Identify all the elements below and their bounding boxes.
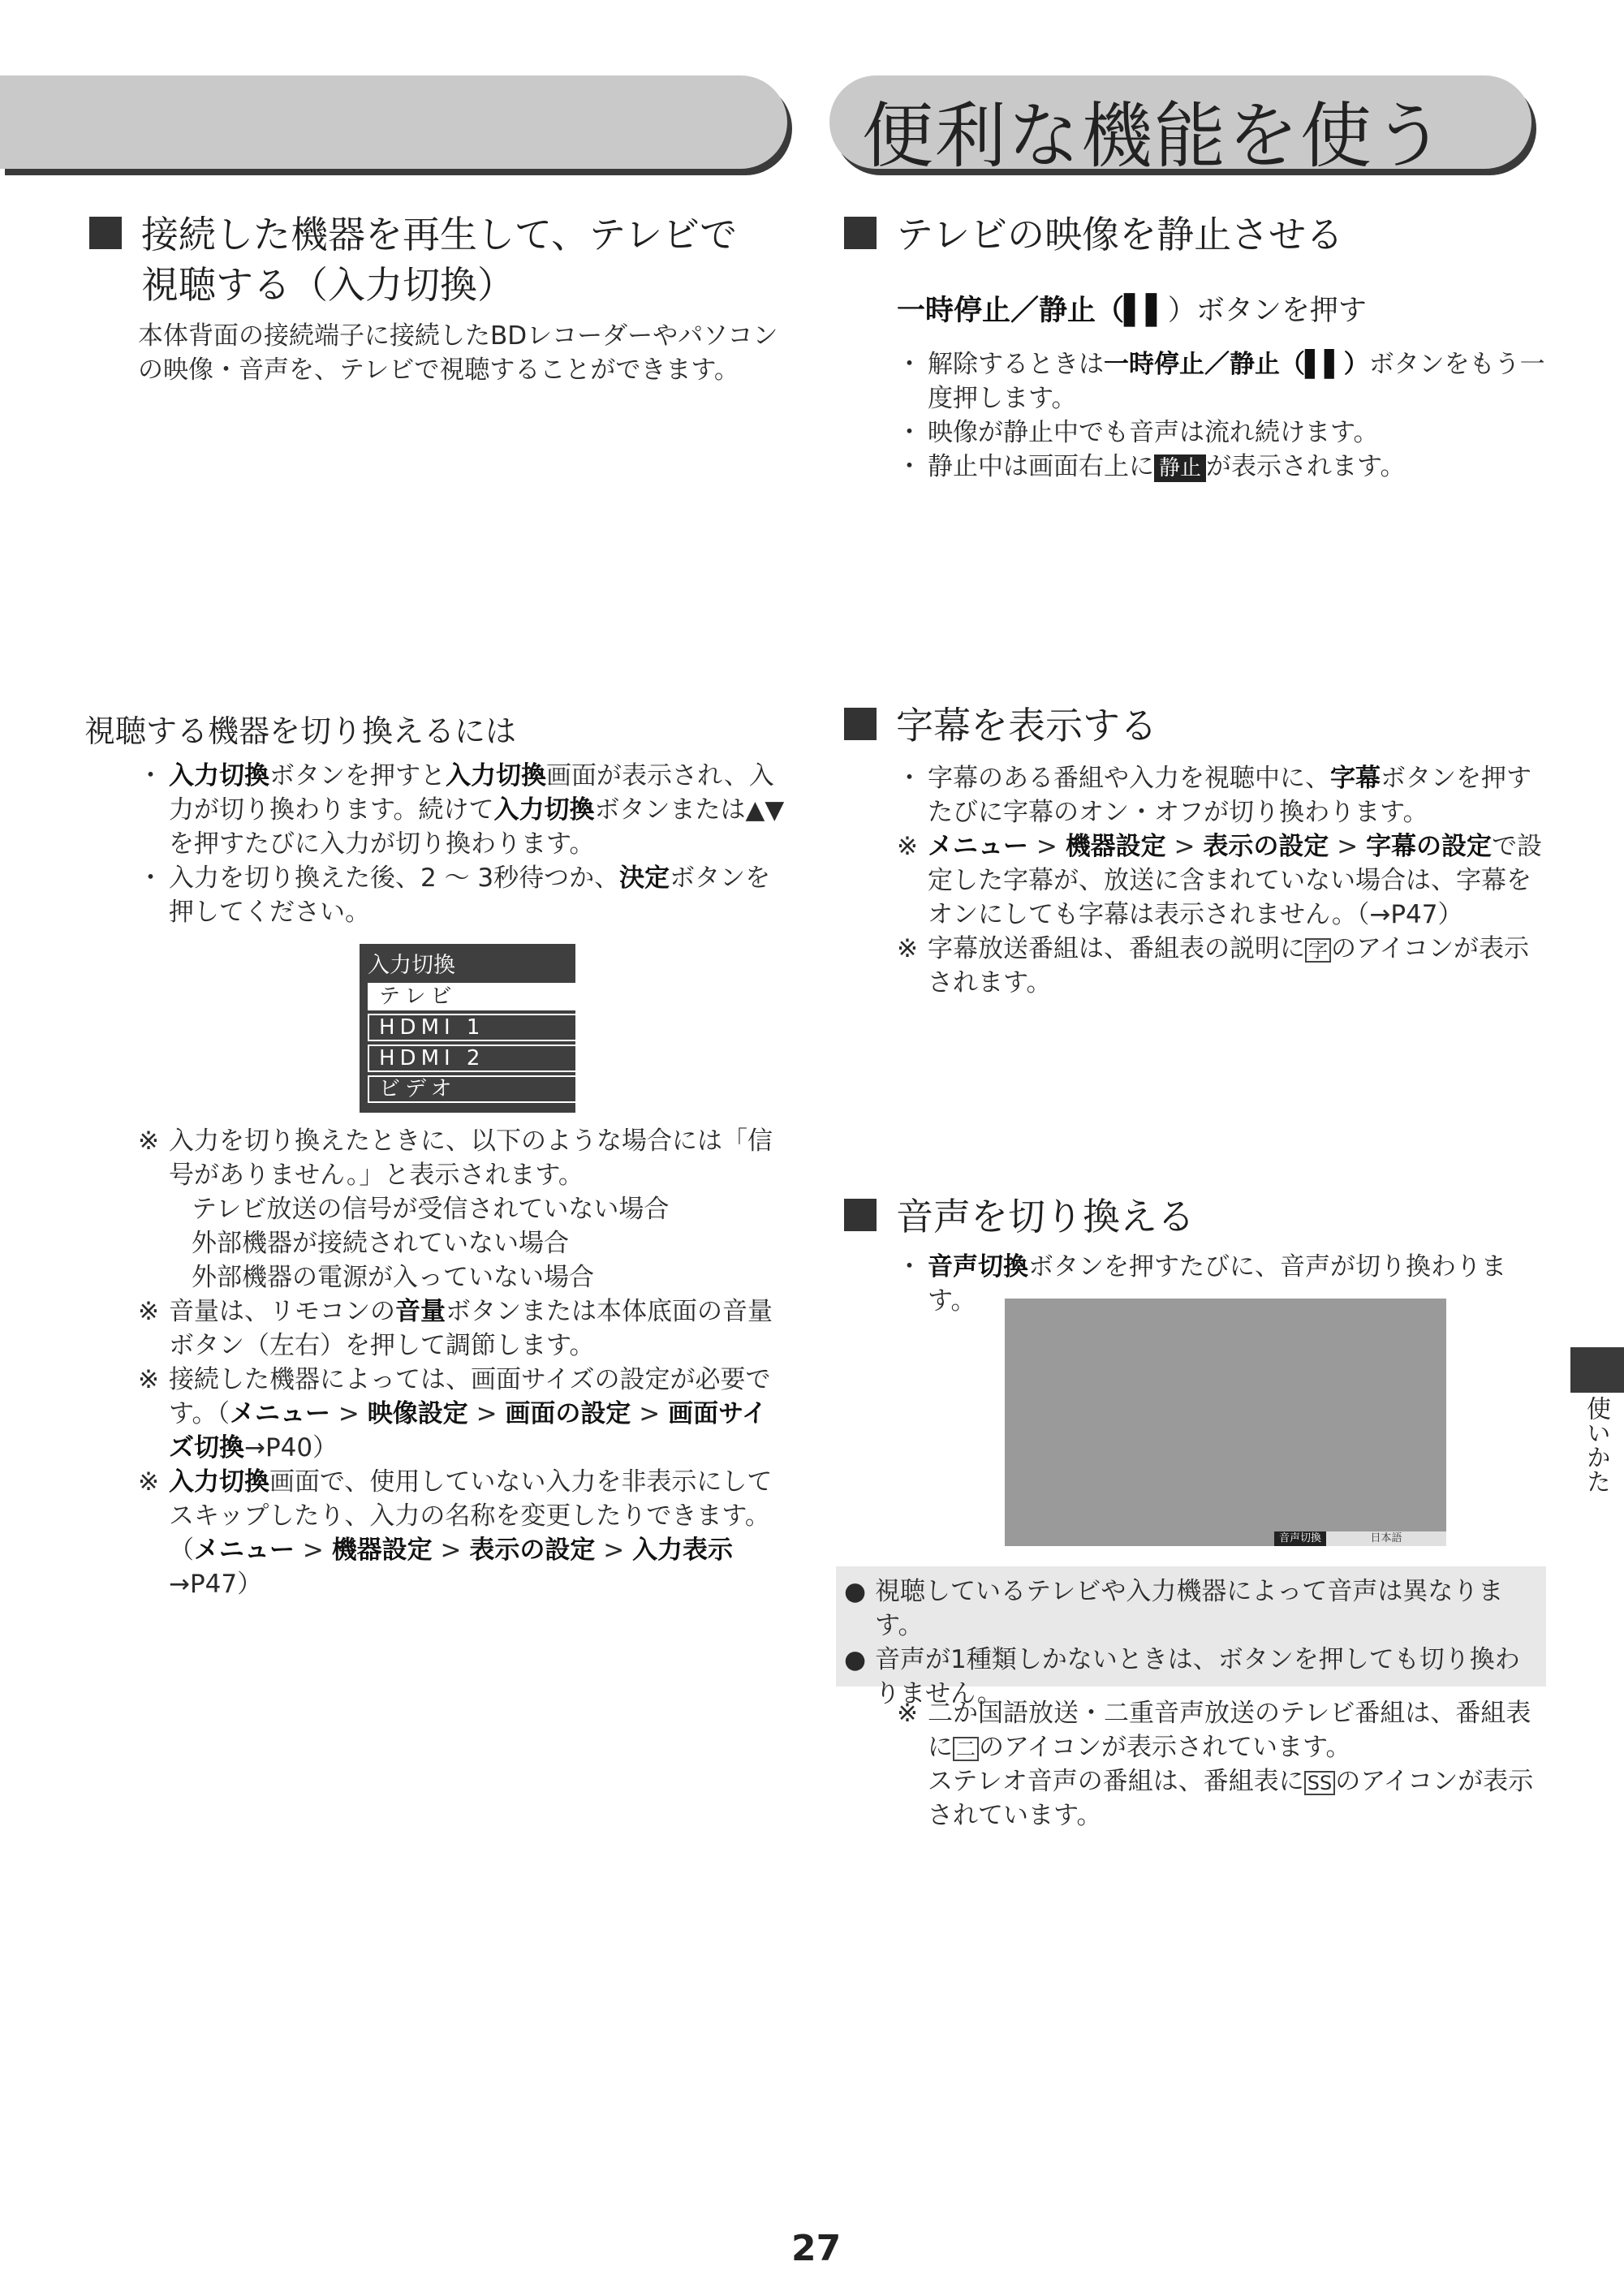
list-item: ※ 入力切換画面で、使用していない入力を非表示にしてスキップしたり、入力の名称を変更したりできます。（メニュー > 機器設定 > 表示の設定 > 入力表示→P47） [138, 1465, 791, 1601]
subtitle-icon: 字 [1305, 938, 1331, 963]
section-heading-input-switch: 接続した機器を再生して、テレビで 視聴する（入力切換） [89, 209, 787, 310]
page-number: 27 [791, 2228, 842, 2269]
list-item: ※ 音量は、リモコンの音量ボタンまたは本体底面の音量ボタン（左右）を押して調節します。 [138, 1294, 791, 1363]
section-heading-subtitle: 字幕を表示する [844, 700, 1542, 751]
menu-item-hdmi1[interactable]: HDMI 1 [368, 1014, 580, 1041]
audio-status-bar: 音声切換 日本語 [1274, 1531, 1446, 1546]
list-item: ・ 映像が静止中でも音声は流れ続けます。 [897, 416, 1546, 450]
bilingual-icon: 二 [953, 1737, 979, 1761]
subtitle-bullets [897, 761, 1546, 829]
square-bullet-icon [844, 217, 877, 249]
list-item: ● 視聴しているテレビや入力機器によって音声は異なります。 [844, 1574, 1542, 1643]
list-item: ※ 二か国語放送・二重音声放送のテレビ番組は、番組表に 二 のアイコンが表示されています。 ステレオ音声の番組は、番組表に SS のアイコンが表示されています。 [897, 1696, 1546, 1833]
side-tab-marker [1570, 1347, 1624, 1393]
input-switch-menu [360, 944, 575, 1113]
tv-screen-preview [1005, 1299, 1446, 1546]
section-description: 本体背面の接続端子に接続したBDレコーダーやパソコン の映像・音声を、テレビで視聴することができます。 [138, 321, 778, 385]
list-item: ※ 接続した機器によっては、画面サイズの設定が必要です。（メニュー > 映像設定 > 画面の設定 > 画面サイズ切換→P40） [138, 1363, 791, 1465]
list-item: ※ 字幕放送番組は、番組表の説明に 字 のアイコンが表示されます。 [897, 932, 1546, 1000]
menu-title: 入力切換 [368, 953, 455, 978]
notes-list [138, 1124, 791, 1601]
list-item: ● 音声が1種類しかないときは、ボタンを押しても切り換わりません。 [844, 1643, 1542, 1711]
square-bullet-icon [844, 708, 877, 740]
list-item: ・ 音声切換ボタンを押すたびに、音声が切り換わります。 [897, 1250, 1546, 1318]
list-item: ※ 入力を切り換えたときに、以下のような場合には「信号がありません。」と表示されます。 テレビ放送の信号が受信されていない場合 外部機器が接続されていない場合 外部機器の電源が入っていない場合 [138, 1124, 791, 1294]
square-bullet-icon [844, 1199, 877, 1231]
menu-item-video[interactable]: ビデオ [368, 1075, 580, 1103]
section-heading-still: テレビの映像を静止させる [844, 209, 1542, 260]
list-item: ・ 入力を切り換えた後、2 ～ 3秒待つか、決定ボタンを押してください。 [138, 861, 791, 929]
list-item: ・ 静止中は画面右上に 静止 が表示されます。 [897, 450, 1546, 484]
stereo-icon: SS [1304, 1771, 1335, 1795]
subsection-heading: 視聴する機器を切り換えるには [84, 713, 517, 749]
still-bullets [897, 347, 1546, 484]
menu-item-tv[interactable]: テレビ [368, 983, 580, 1010]
side-tab-label: 使いかた [1582, 1396, 1610, 1493]
section-heading-audio: 音声を切り換える [844, 1191, 1542, 1242]
still-status-icon: 静止 [1154, 454, 1206, 482]
bullet-list [138, 759, 791, 929]
still-instruction: 一時停止／静止（▌▌）ボタンを押す [897, 295, 1367, 327]
list-item: ※ メニュー > 機器設定 > 表示の設定 > 字幕の設定で設定した字幕が、放送に含まれていない場合は、字幕をオンにしても字幕は表示されません。（→P47） [897, 829, 1546, 932]
header-left-tab [0, 75, 787, 169]
page-title: 便利な機能を使う [862, 94, 1447, 178]
subtitle-notes [897, 829, 1546, 1000]
info-list [844, 1574, 1542, 1711]
audio-notes [897, 1696, 1546, 1833]
list-item: ・ 字幕のある番組や入力を視聴中に、字幕ボタンを押すたびに字幕のオン・オフが切り換わります。 [897, 761, 1546, 829]
list-item: ・ 解除するときは一時停止／静止（▌▌）ボタンをもう一度押します。 [897, 347, 1546, 416]
menu-item-hdmi2[interactable]: HDMI 2 [368, 1045, 580, 1072]
pause-icon: ▌▌ [1124, 295, 1168, 327]
list-item: ・ 入力切換ボタンを押すと入力切換画面が表示され、入力が切り換わります。続けて入力切換ボタンまたは▲▼を押すたびに入力が切り換わります。 [138, 759, 791, 861]
square-bullet-icon [89, 217, 122, 249]
